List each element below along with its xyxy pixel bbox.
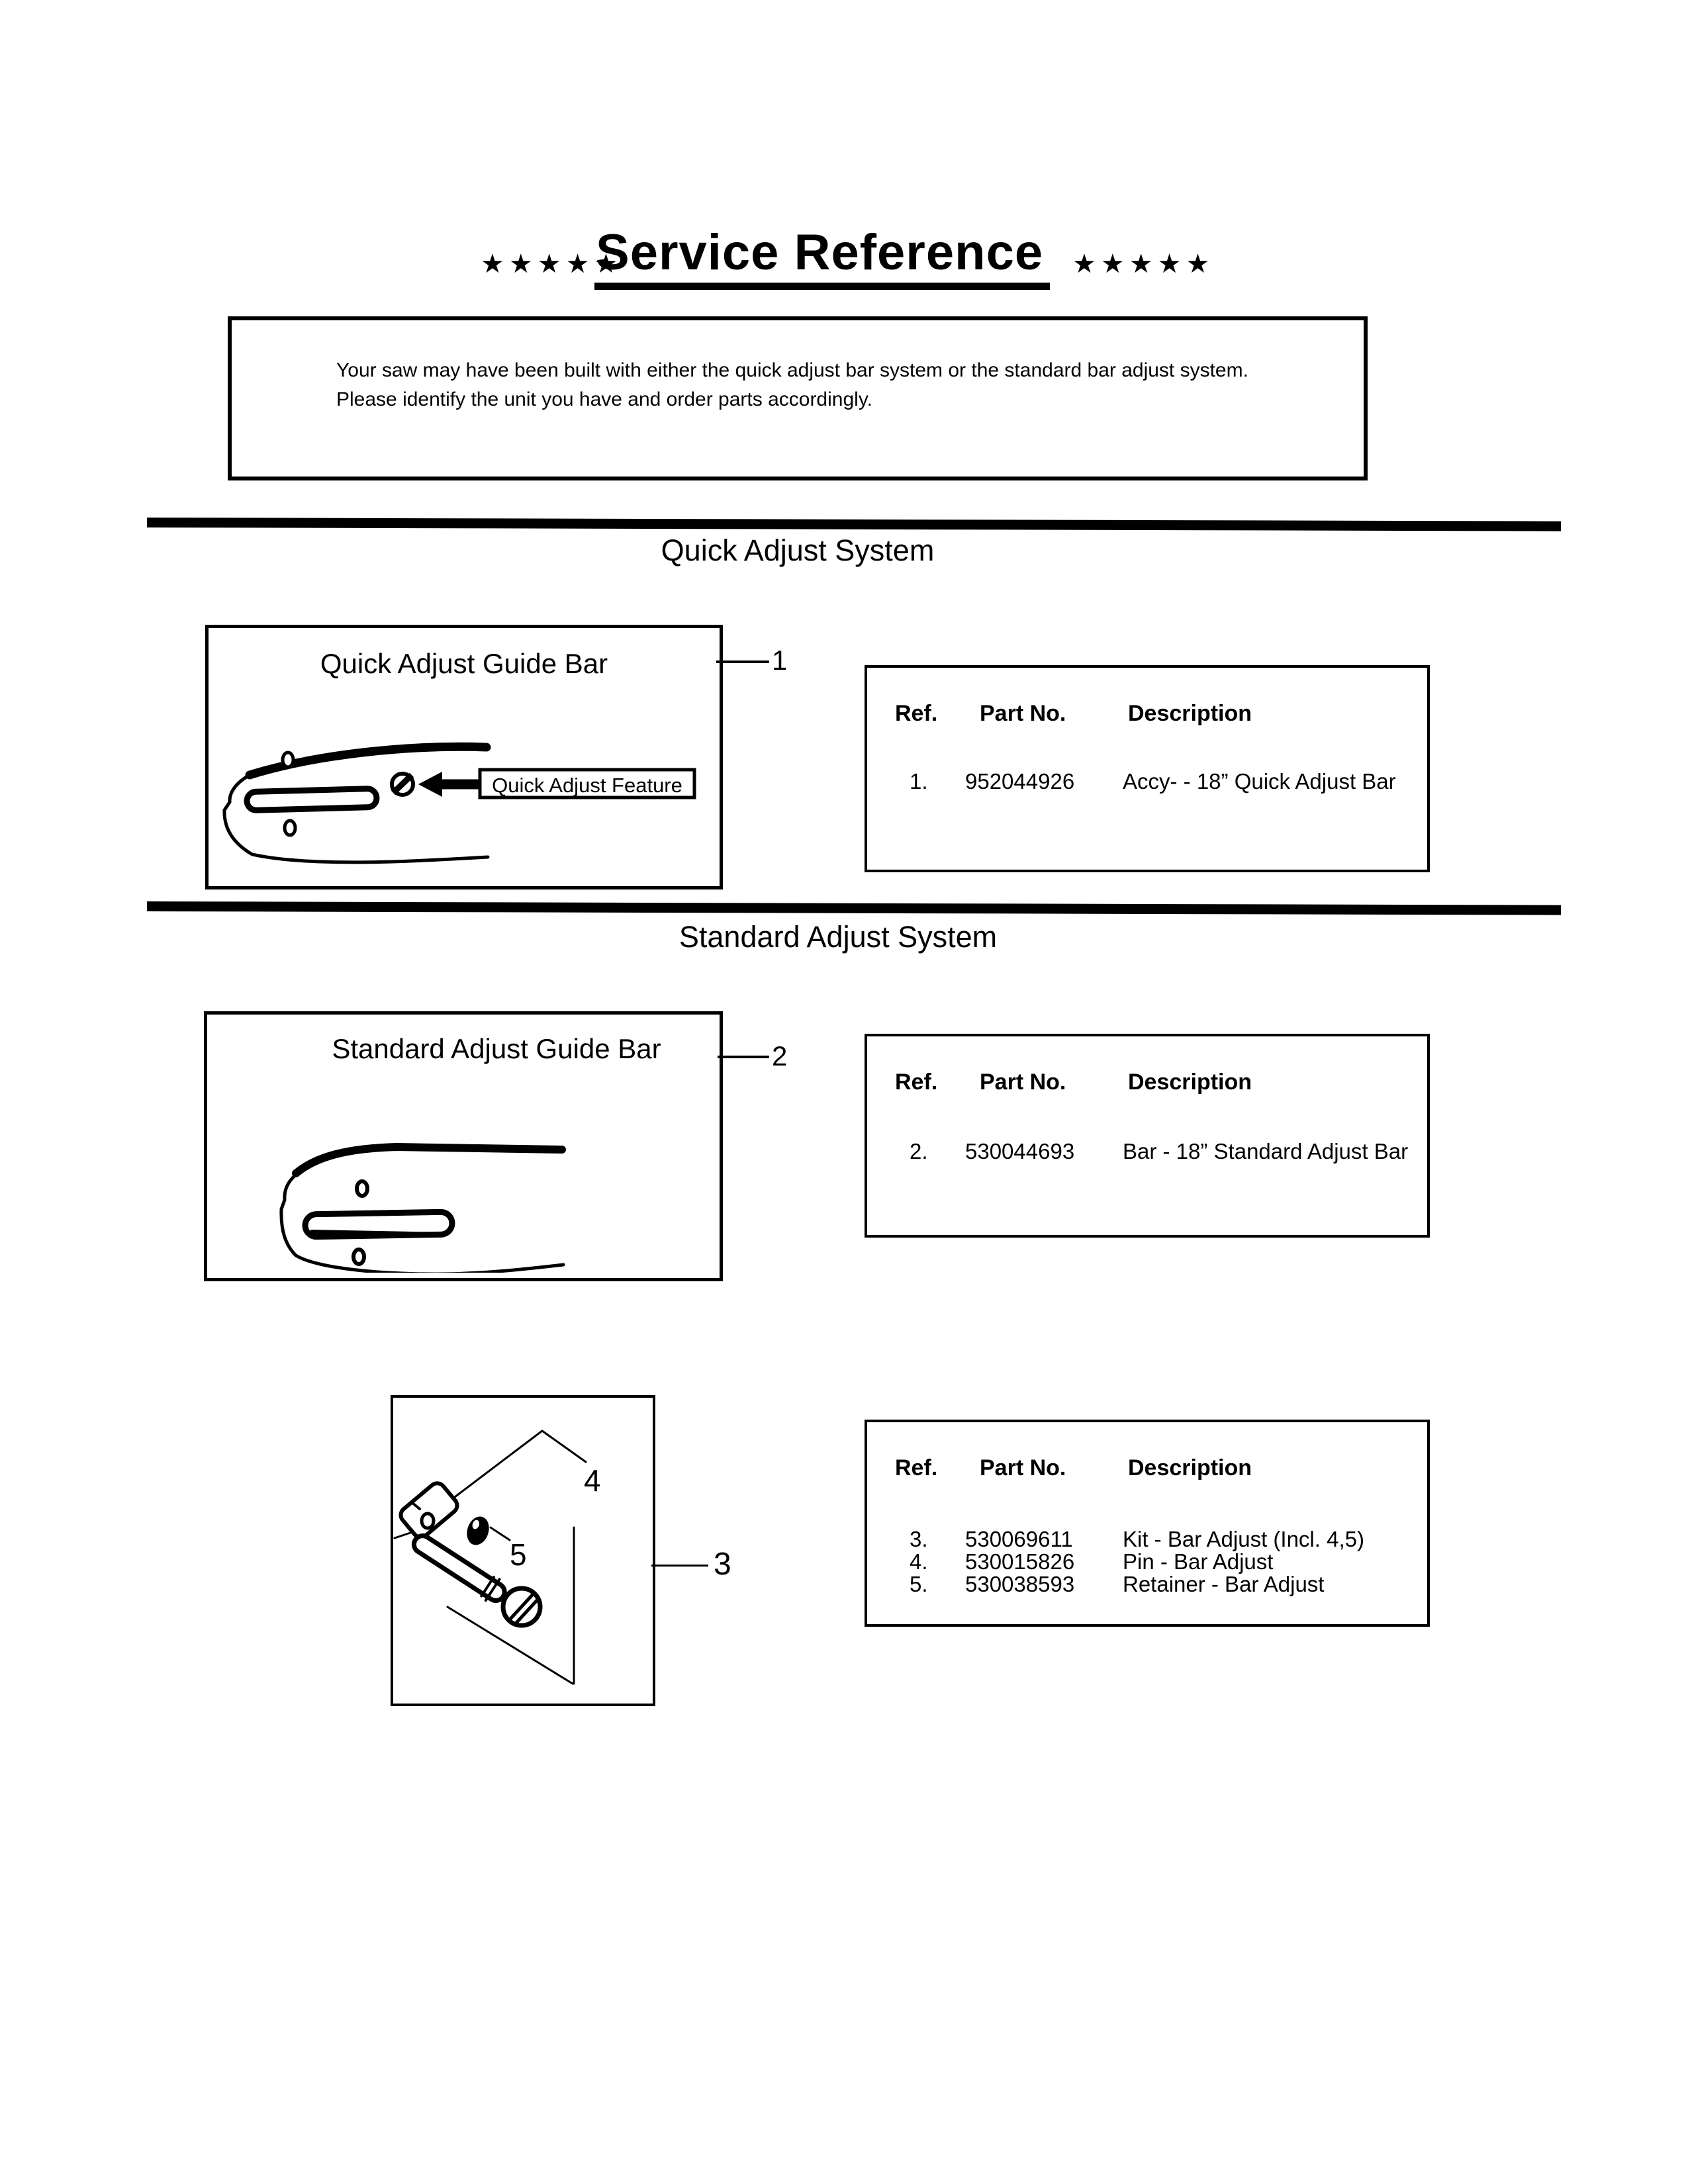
cell-part-no: 530038593: [965, 1572, 1075, 1596]
quick-adjust-bar-drawing: [219, 731, 709, 874]
notice-line-1: Your saw may have been built with either the quick adjust bar system or the standard bar adjust system.: [336, 359, 1248, 381]
bar-hole-bottom: [353, 1250, 364, 1264]
col-ref: Ref.: [895, 701, 938, 726]
feature-label: Quick Adjust Feature: [492, 774, 682, 797]
cell-part-no: 530015826: [965, 1549, 1075, 1574]
standard-adjust-system-heading: Standard Adjust System: [679, 920, 998, 954]
cell-ref: 1.: [910, 769, 928, 794]
cell-part-no: 952044926: [965, 769, 1075, 794]
col-part-no: Part No.: [980, 701, 1066, 726]
cell-ref: 4.: [910, 1549, 928, 1574]
table-header-row: [867, 701, 1427, 730]
callout-line-4: [452, 1431, 586, 1499]
arrow-left-icon: [418, 772, 480, 797]
col-description: Description: [1128, 1455, 1252, 1480]
col-part-no: Part No.: [980, 1069, 1066, 1095]
notice-line-2: Please identify the unit you have and order parts accordingly.: [336, 388, 872, 410]
table-row: [867, 1572, 1427, 1601]
standard-adjust-guide-bar-box: [204, 1011, 723, 1281]
callout-line-2: [718, 1056, 769, 1058]
cell-ref: 3.: [910, 1527, 928, 1551]
table-row: [867, 1139, 1427, 1168]
callout-line-5: [491, 1527, 510, 1540]
kit-parts-table: [865, 1420, 1430, 1627]
cell-description: Pin - Bar Adjust: [1123, 1549, 1274, 1574]
col-ref: Ref.: [895, 1455, 938, 1480]
section-divider-middle: [147, 901, 1561, 915]
cell-description: Retainer - Bar Adjust: [1123, 1572, 1325, 1596]
standard-parts-table: [865, 1034, 1430, 1238]
cell-ref: 5.: [910, 1572, 928, 1596]
callout-number-1: 1: [772, 645, 788, 676]
cell-part-no: 530069611: [965, 1527, 1073, 1551]
retainer-bar-adjust-part: [463, 1514, 492, 1548]
col-ref: Ref.: [895, 1069, 938, 1095]
bar-adjust-kit-box: [391, 1395, 655, 1706]
cell-part-no: 530044693: [965, 1139, 1075, 1163]
stars-left: ★★★★★: [481, 250, 623, 279]
callout-line-3: [651, 1565, 708, 1567]
quick-adjust-system-heading: Quick Adjust System: [661, 533, 935, 567]
cell-description: Accy- - 18” Quick Adjust Bar: [1123, 769, 1396, 794]
callout-number-5: 5: [510, 1537, 527, 1572]
table-header-row: [867, 1455, 1427, 1484]
col-part-no: Part No.: [980, 1455, 1066, 1480]
quick-adjust-guide-bar-title: Quick Adjust Guide Bar: [320, 648, 608, 679]
standard-adjust-bar-drawing: [218, 1126, 708, 1273]
table-header-row: [867, 1069, 1427, 1099]
col-description: Description: [1128, 1069, 1252, 1095]
quick-adjust-guide-bar-box: [205, 625, 723, 889]
bar-slot: [247, 788, 377, 810]
bar-hole-top: [283, 752, 293, 767]
quick-adjust-feature-icon: [392, 774, 413, 795]
notice-box: [228, 316, 1368, 480]
callout-number-2: 2: [772, 1040, 788, 1071]
callout-number-3: 3: [714, 1547, 731, 1582]
bar-slot-edge: [310, 1232, 447, 1234]
page-title: Service Reference: [594, 224, 1050, 290]
col-description: Description: [1128, 701, 1252, 726]
bar-hole-top: [357, 1181, 367, 1196]
table-row: [867, 769, 1427, 798]
pin-bar-adjust-part: [398, 1480, 461, 1540]
standard-adjust-guide-bar-title: Standard Adjust Guide Bar: [332, 1033, 661, 1064]
quick-parts-table: [865, 665, 1430, 872]
cell-ref: 2.: [910, 1139, 928, 1163]
section-divider-top: [147, 518, 1561, 531]
cell-description: Kit - Bar Adjust (Incl. 4,5): [1123, 1527, 1364, 1551]
stars-right: ★★★★★: [1072, 250, 1215, 279]
callout-line-1: [716, 660, 769, 663]
bar-hole-bottom: [285, 821, 295, 835]
callout-number-4: 4: [584, 1463, 601, 1498]
cell-description: Bar - 18” Standard Adjust Bar: [1123, 1139, 1409, 1163]
